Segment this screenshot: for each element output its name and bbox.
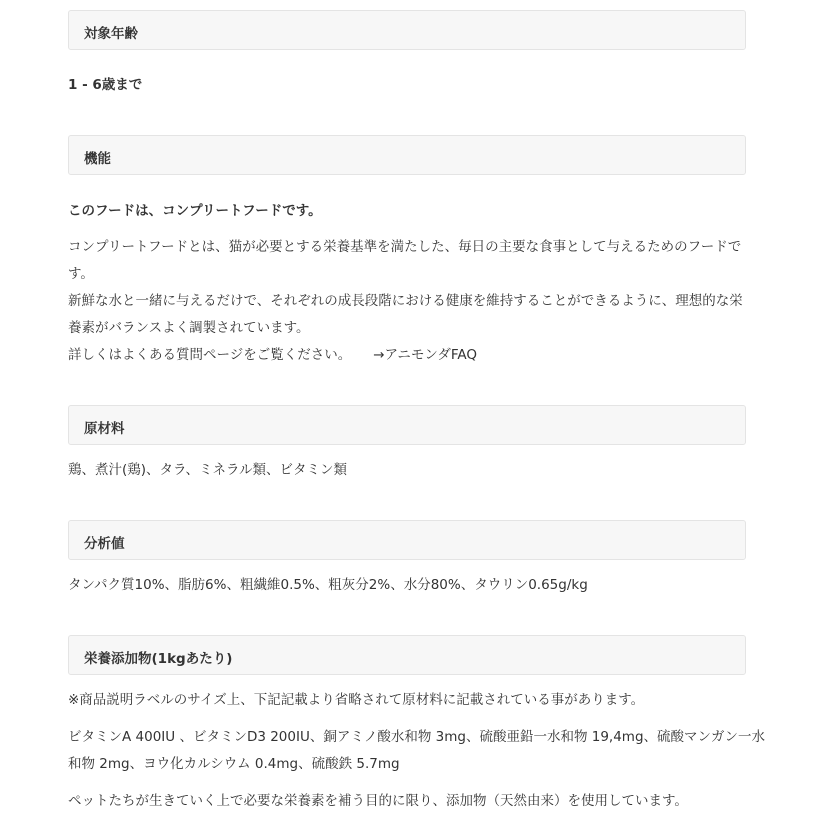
function-line bbox=[68, 342, 477, 369]
function-line: 新鮮な水と一緒に与えるだけで、それぞれの成長段階における健康を維持することができるように、理想的な栄 bbox=[68, 293, 743, 309]
heading-additives bbox=[68, 635, 746, 675]
function-line: 養素がバランスよく調製されています。 bbox=[68, 320, 310, 336]
additives-line: 和物 2mg、ヨウ化カルシウム 0.4mg、硫酸鉄 5.7mg bbox=[68, 756, 400, 772]
target-age-value: 1 - 6歳まで bbox=[68, 77, 143, 93]
heading-function bbox=[68, 135, 746, 175]
heading-text: 原材料 bbox=[84, 421, 125, 437]
heading-ingredients bbox=[68, 405, 746, 445]
heading-text: 栄養添加物(1kgあたり) bbox=[84, 651, 233, 667]
additives-footer: ペットたちが生きていく上で必要な栄養素を補う目的に限り、添加物（天然由来）を使用しています。 bbox=[68, 793, 688, 809]
additives-line: ビタミンA 400IU 、ビタミンD3 200IU、銅アミノ酸水和物 3mg、硫酸亜鉛一水和物 19,4mg、硫酸マンガン一水 bbox=[68, 729, 766, 745]
heading-text: 対象年齢 bbox=[84, 26, 138, 42]
faq-link[interactable]: →アニモンダFAQ bbox=[373, 347, 477, 363]
heading-text: 機能 bbox=[84, 151, 111, 167]
faq-text: 詳しくはよくある質問ページをご覧ください。 bbox=[68, 347, 352, 363]
analysis-value: タンパク質10%、脂肪6%、粗繊維0.5%、粗灰分2%、水分80%、タウリン0.65g/kg bbox=[68, 577, 588, 593]
function-lead: このフードは、コンプリートフードです。 bbox=[68, 203, 322, 219]
function-line: コンプリートフードとは、猫が必要とする栄養基準を満たした、毎日の主要な食事として与えるためのフードで bbox=[68, 239, 742, 255]
heading-text: 分析値 bbox=[84, 536, 125, 552]
function-line: す。 bbox=[68, 266, 94, 282]
heading-target-age bbox=[68, 10, 746, 50]
heading-analysis bbox=[68, 520, 746, 560]
ingredients-value: 鶏、煮汁(鶏)、タラ、ミネラル類、ビタミン類 bbox=[68, 462, 348, 478]
additives-note: ※商品説明ラベルのサイズ上、下記記載より省略されて原材料に記載されている事があります。 bbox=[68, 692, 645, 708]
